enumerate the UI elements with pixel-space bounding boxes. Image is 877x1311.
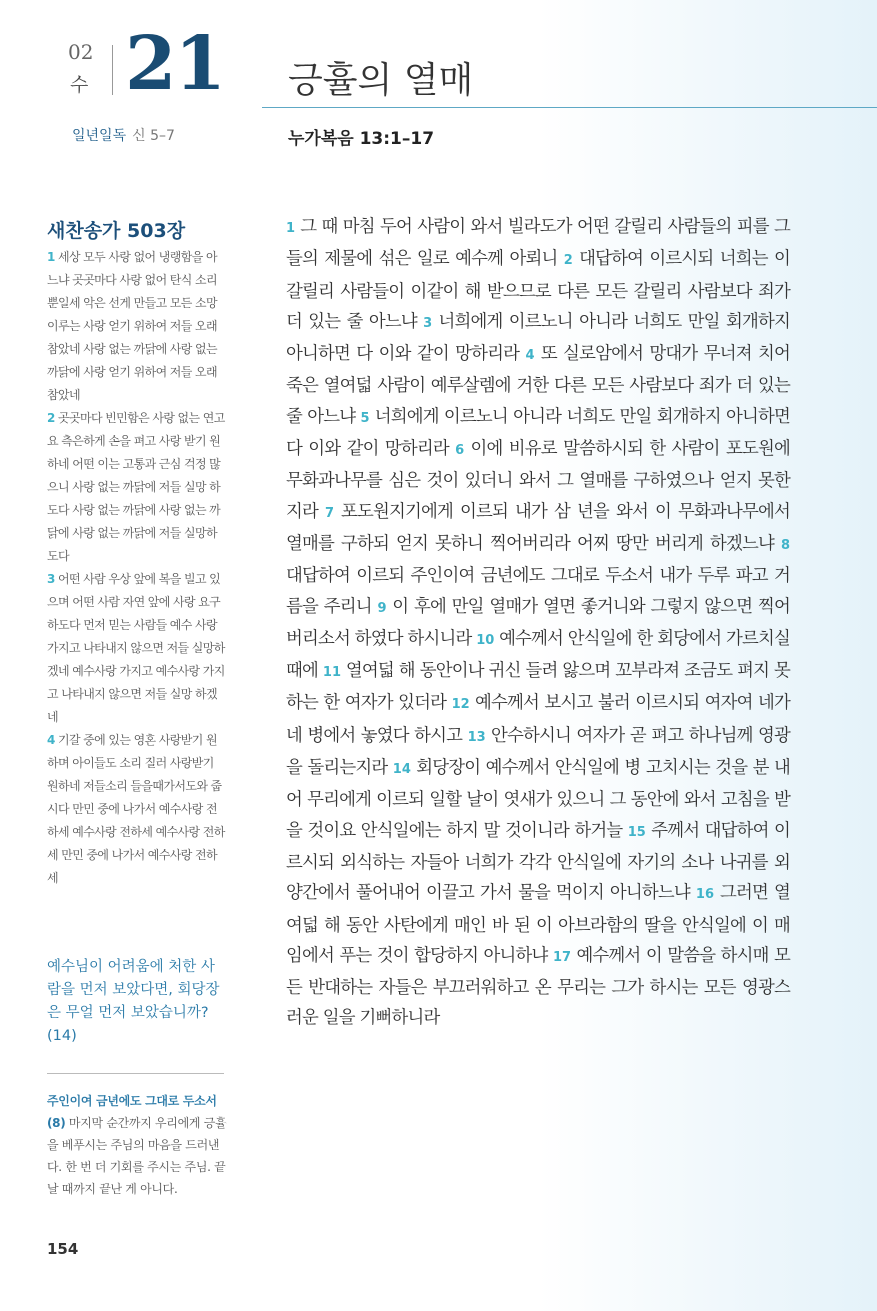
- verse-number: 3: [423, 315, 433, 331]
- hymn-verse: [47, 568, 227, 729]
- month-number: 02: [68, 40, 94, 64]
- verse-text: 너희에게 이르노니 아니라 너희도 만일 회개하지 아니하면 다 이와 같이 망하리라: [286, 406, 790, 460]
- weekday: 수: [70, 74, 89, 96]
- verse-number: 16: [695, 887, 714, 903]
- verse-text: 대답하여 이르시되 너희는 이 갈릴리 사람들이 이같이 해 받으므로 다른 모든 갈릴리 사람보다 죄가 더 있는 줄 아느냐: [286, 249, 790, 332]
- verse-text: 그 때 마침 두어 사람이 와서 빌라도가 어떤 갈릴리 사람들의 피를 그들의 제물에 섞은 일로 예수께 아뢰니: [286, 217, 790, 270]
- verse-text: 대답하여 이르되 주인이여 금년에도 그대로 두소서 내가 두루 파고 거름을 주리니: [286, 566, 790, 617]
- hymn-verse: [47, 246, 227, 407]
- hymn-verse-number: 3: [47, 572, 55, 586]
- hymn-verse-text: 세상 모두 사랑 없어 냉랭함을 아느냐 곳곳마다 사랑 없어 탄식 소리 뿐일세 악은 선게 만들고 모든 소망 이루는 사랑 얻기 위하여 저들 오래 참았네 사랑 없는 까닭에 사랑 없는 까닭에 사랑 얻기 위하여 저들 오래 참았네: [47, 250, 217, 402]
- verse-number: 12: [451, 697, 470, 713]
- verse-text: 예수께서 이 말씀을 하시매 모든 반대하는 자들은 부끄러워하고 온 무리는 그가 하시는 모든 영광스러운 일을 기뻐하니라: [286, 945, 790, 1029]
- reading-label: 일년일독: [72, 128, 127, 144]
- hymn-verse: [47, 729, 227, 890]
- scripture-text: [286, 212, 790, 1034]
- hymn-verse-number: 1: [47, 250, 55, 264]
- verse-number: 17: [552, 949, 572, 965]
- verse-number: 15: [627, 824, 646, 840]
- meditation-note: [47, 1090, 227, 1200]
- hymn-verse-text: 어떤 사람 우상 앞에 복을 빌고 있으며 어떤 사람 자연 앞에 사랑 요구하도다 먼저 믿는 사람들 예수 사랑가지고 나타내지 않으면 저들 실망하겠네 예수사랑 가지고 예수사랑 가지고 나타내지 않으면 저들 실망 하겠네: [47, 572, 225, 724]
- date-divider: [112, 45, 113, 95]
- verse-number: 1: [286, 221, 296, 236]
- verse-number: 7: [325, 505, 335, 521]
- day-number: 21: [125, 21, 224, 107]
- verse-text: 포도원지기에게 이르되 내가 삼 년을 와서 이 무화과나무에서 열매를 구하되 얻지 못하니 찍어버리라 어찌 땅만 버리게 하겠느냐: [286, 501, 790, 554]
- hymn-title: 새찬송가 503장: [47, 220, 186, 242]
- verse-number: 2: [563, 253, 573, 269]
- title-rule: [262, 107, 877, 108]
- verse-text: 안수하시니 여자가 곧 펴고 하나님께 영광을 돌리는지라: [286, 725, 790, 779]
- verse-text: 주께서 대답하여 이르시되 외식하는 자들아 너희가 각각 안식일에 자기의 소나 나귀를 외양간에서 풀어내어 이끌고 가서 물을 먹이지 아니하느냐: [286, 820, 790, 904]
- hymn-verse-number: 4: [47, 733, 55, 747]
- hymn-verse-number: 2: [47, 411, 55, 425]
- verse-number: 11: [322, 665, 341, 681]
- page-title: 긍휼의 열매: [288, 60, 474, 101]
- reflection-question: 예수님이 어려움에 처한 사람을 먼저 보았다면, 회당장은 무얼 먼저 보았습니까? (14): [47, 959, 220, 1044]
- question-divider: [47, 1073, 224, 1074]
- verse-text: 너희에게 이르노니 아니라 너희도 만일 회개하지 아니하면 다 이와 같이 망하리라: [286, 311, 790, 365]
- verse-text: 열여덟 해 동안이나 귀신 들려 앓으며 꼬부라져 조금도 펴지 못하는 한 여자가 있더라: [286, 661, 790, 714]
- verse-number: 14: [392, 762, 411, 778]
- verse-text: 이 후에 만일 열매가 열면 좋거니와 그렇지 않으면 찍어버리소서 하였다 하시니라: [286, 596, 791, 649]
- hymn-verse: [47, 407, 227, 568]
- verse-number: 10: [476, 632, 495, 648]
- verse-number: 6: [455, 443, 465, 459]
- passage-reference: 누가복음 13:1–17: [288, 129, 435, 149]
- verse-text: 예수께서 안식일에 한 회당에서 가르치실 때에: [286, 628, 791, 682]
- yearly-reading: [72, 125, 175, 145]
- meditation-text: 마지막 순간까지 우리에게 긍휼을 베푸시는 주님의 마음을 드러낸다. 한 번 더 기회를 주시는 주님. 끝날 때까지 끝난 게 아니다.: [47, 1116, 227, 1196]
- verse-text: 이에 비유로 말씀하시되 한 사람이 포도원에 무화과나무를 심은 것이 있더니 와서 그 열매를 구하였으나 얻지 못한지라: [286, 439, 790, 522]
- hymn-verse-text: 기갈 중에 있는 영혼 사랑받기 원하며 아이들도 소리 질러 사랑받기 원하네 저들소리 들을때가서도와 줍시다 만민 중에 나가서 예수사랑 전하세 예수사랑 전하세 예수사랑 전하세 만민 중에 나가서 예수사랑 전하세: [47, 733, 225, 885]
- meditation-highlight: 주인이여 금년에도 그대로 두소서(8): [47, 1094, 217, 1130]
- verse-number: 5: [360, 410, 370, 426]
- verse-text: 그러면 열여덟 해 동안 사탄에게 매인 바 된 이 아브라함의 딸을 안식일에 이 매임에서 푸는 것이 합당하지 아니하냐: [286, 883, 790, 966]
- verse-text: 회당장이 예수께서 안식일에 병 고치시는 것을 분 내어 무리에게 이르되 일할 날이 엿새가 있으니 그 동안에 와서 고침을 받을 것이요 안식일에는 하지 말 것이니라 하거늘: [286, 758, 790, 841]
- verse-number: 8: [780, 537, 790, 553]
- verse-text: 또 실로암에서 망대가 무너져 치어 죽은 열여덟 사람이 예루살렘에 거한 다른 모든 사람보다 죄가 더 있는 줄 아느냐: [286, 344, 791, 427]
- verse-number: 13: [467, 729, 486, 745]
- verse-number: 4: [525, 348, 535, 364]
- page-number: 154: [47, 1240, 79, 1258]
- hymn-verse-text: 곳곳마다 빈민함은 사랑 없는 연고요 측은하게 손을 펴고 사랑 받기 원하네 어떤 이는 고통과 근심 걱정 많으니 사랑 없는 까닭에 저들 실망 하도다 사랑 없는 까닭에 사랑 없는 까닭에 사랑 없는 까닭에 저들 실망하도다: [47, 411, 225, 563]
- verse-text: 예수께서 보시고 불러 이르시되 여자여 네가 네 병에서 놓였다 하시고: [286, 693, 790, 746]
- hymn-lyrics: [47, 246, 227, 890]
- verse-number: 9: [377, 600, 387, 616]
- reading-reference: 신 5–7: [132, 128, 175, 144]
